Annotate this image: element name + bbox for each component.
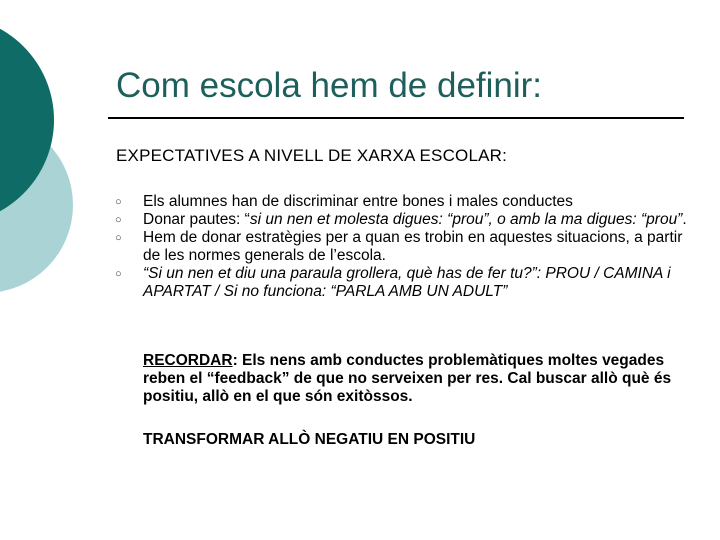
- bullet-text: “Si un nen et diu una paraula grollera, què has de fer tu?”: PROU / CAMINA i APARTAT / Si no funciona: “PARLA AMB UN ADULT”: [143, 265, 671, 300]
- list-item: [115, 211, 695, 229]
- bullet-text: Hem de donar estratègies per a quan es trobin en aquestes situacions, a partir de les normes generals de l’escola.: [143, 229, 683, 264]
- closing-statement: TRANSFORMAR ALLÒ NEGATIU EN POSITIU: [143, 431, 476, 448]
- reminder-text: : Els nens amb conductes problemàtiques moltes vegades reben el “feedback” de que no serveixen per res. Cal buscar allò què és positiu, allò en el que són exitòssos.: [143, 352, 672, 405]
- bullet-text: Donar pautes: “: [143, 211, 250, 228]
- list-item: [115, 193, 695, 211]
- reminder-heading: RECORDAR: [143, 352, 233, 369]
- slide-subtitle: EXPECTATIVES A NIVELL DE XARXA ESCOLAR:: [116, 146, 508, 165]
- bullet-list: [115, 193, 695, 301]
- bullet-circle-icon: ○: [115, 268, 122, 280]
- decorative-circles: [0, 0, 120, 300]
- list-item: [115, 265, 695, 301]
- bullet-text: Els alumnes han de discriminar entre bones i males conductes: [143, 193, 573, 210]
- bullet-circle-icon: ○: [115, 196, 122, 208]
- bullet-text: si un nen et molesta digues: “prou”, o amb la ma digues: “prou”: [249, 211, 683, 228]
- bullet-circle-icon: ○: [115, 232, 122, 244]
- title-divider: [108, 117, 684, 119]
- list-item: [115, 229, 695, 265]
- slide-title: Com escola hem de definir:: [116, 66, 543, 105]
- bullet-text: .: [682, 211, 687, 228]
- bullet-circle-icon: ○: [115, 214, 122, 226]
- reminder-note: [143, 352, 688, 406]
